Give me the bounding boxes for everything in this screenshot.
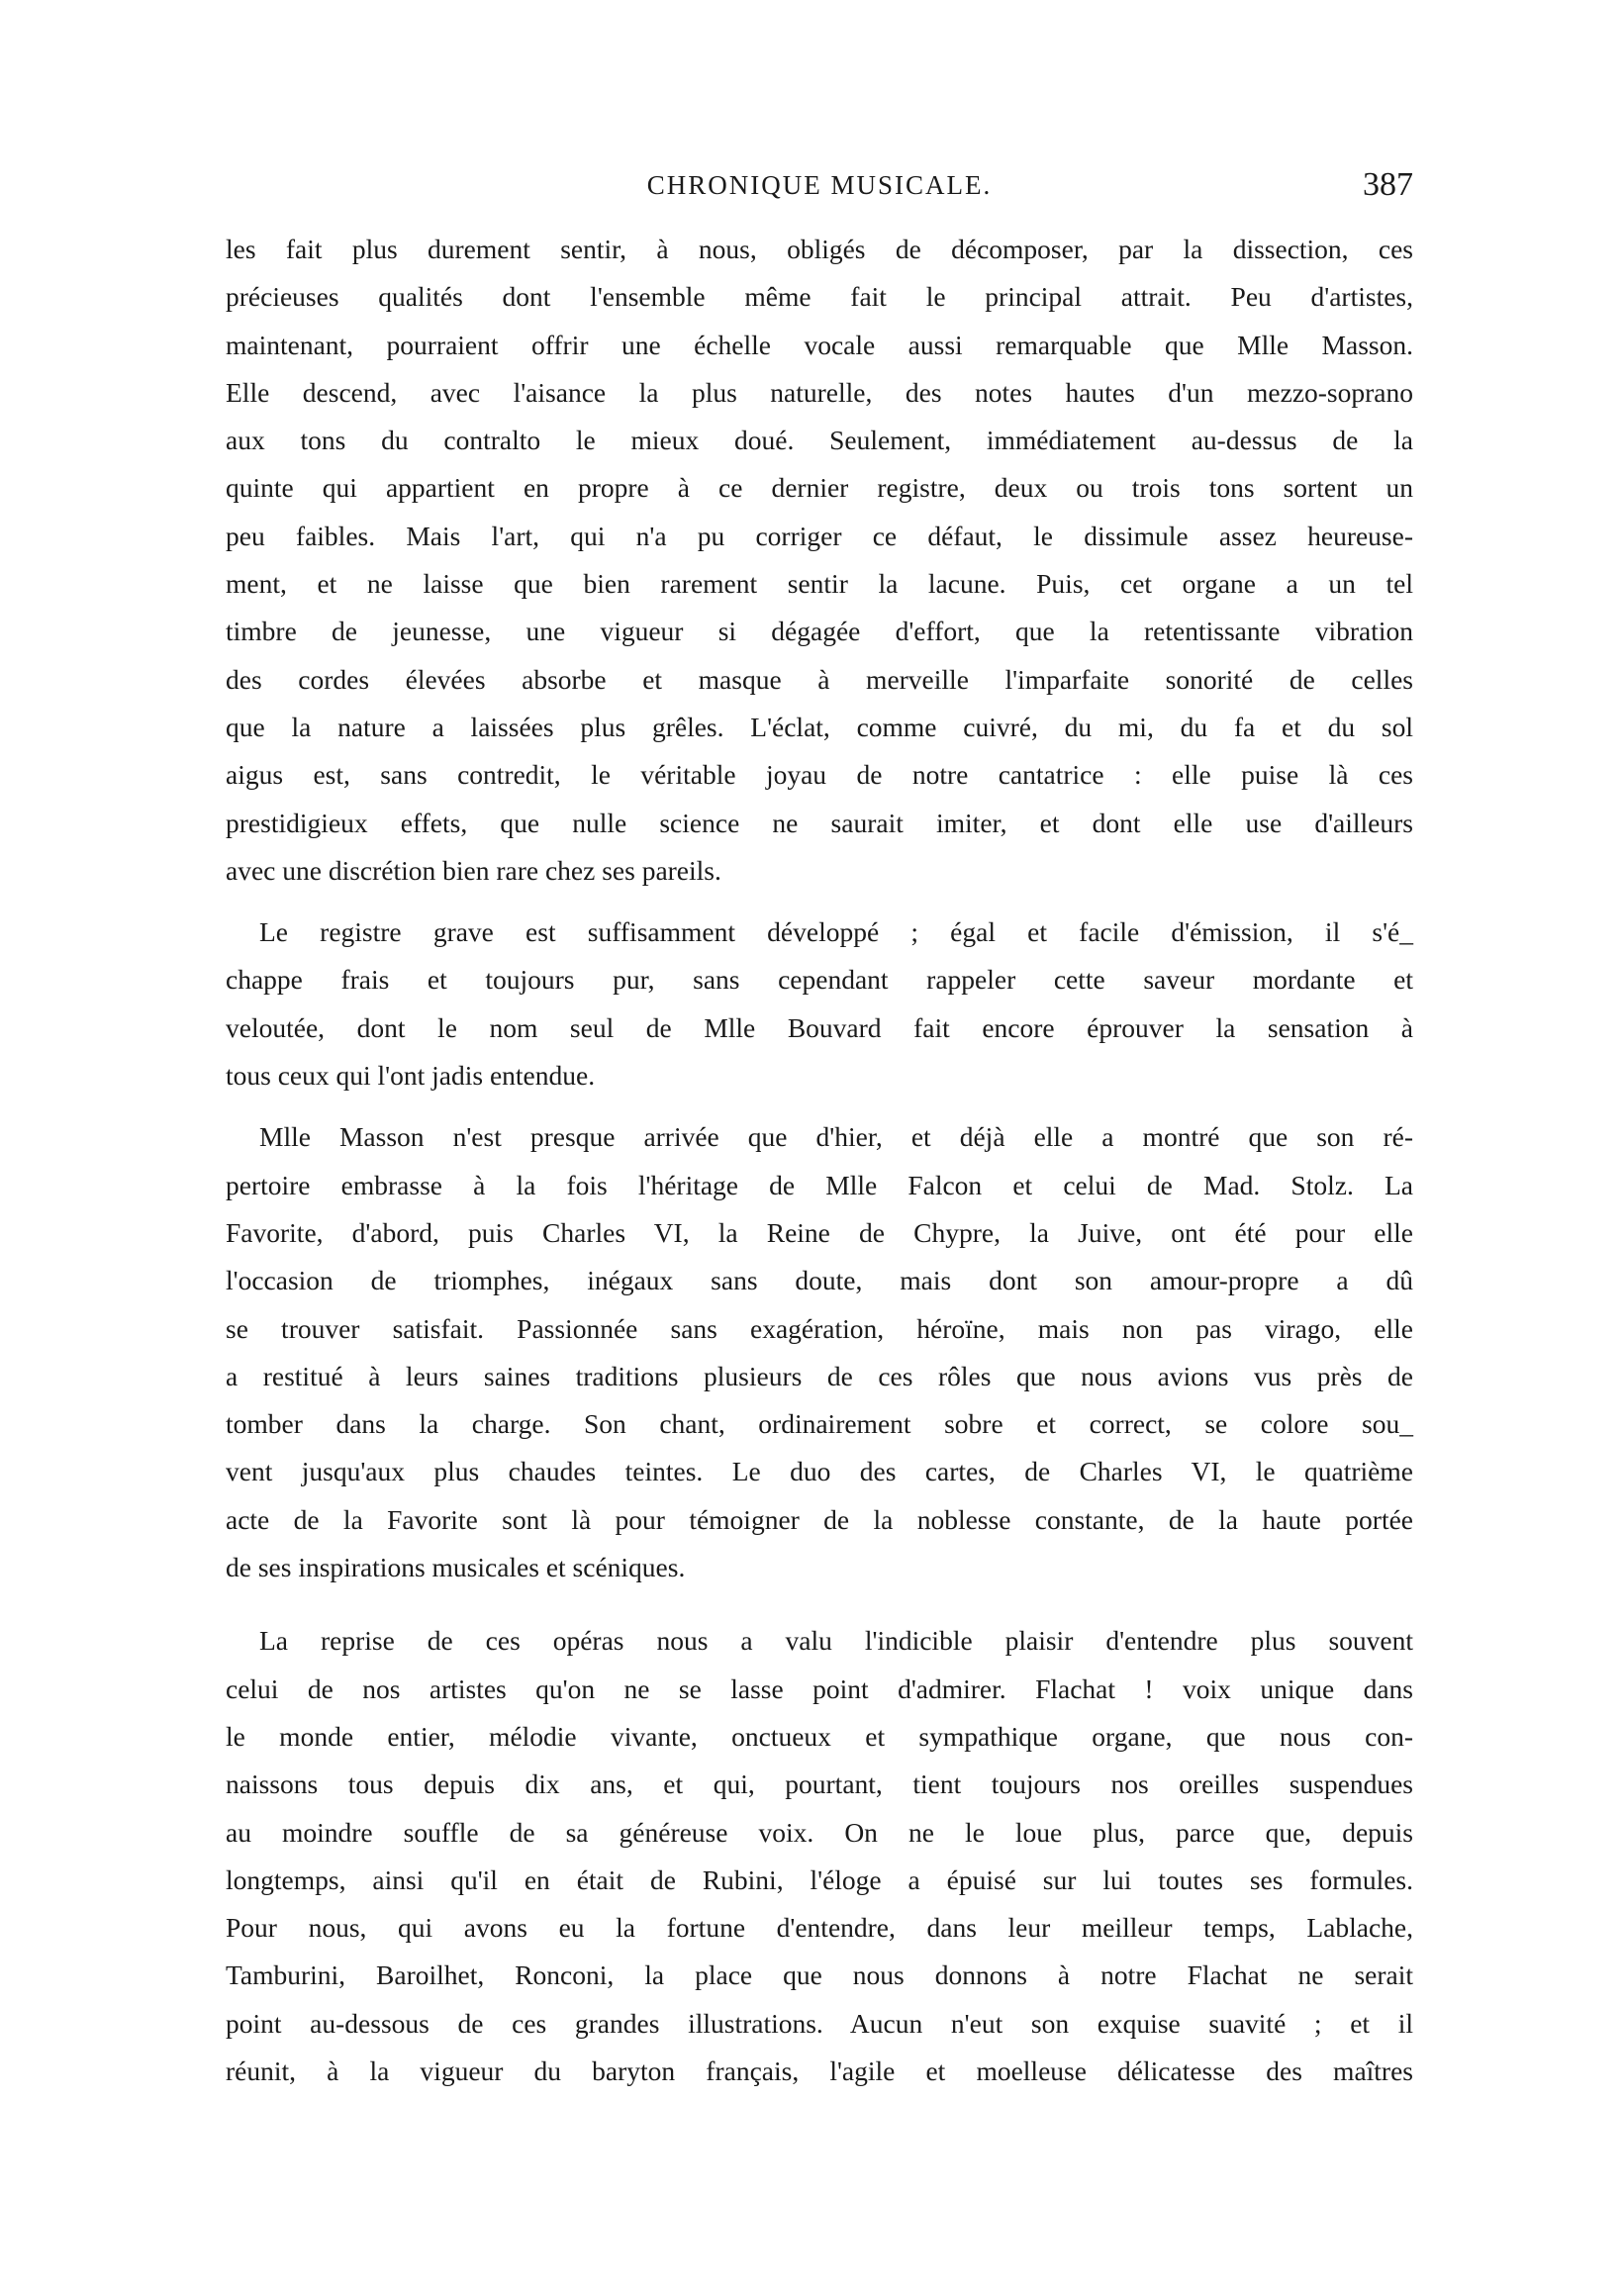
text-line: avec une discrétion bien rare chez ses pareils. bbox=[226, 854, 721, 886]
text-line: au moindre souffle de sa généreuse voix. On ne le loue plus, parce que, depuis bbox=[226, 1816, 1413, 1848]
text-line: Mlle Masson n'est presque arrivée que d'hier, et déjà elle a montré que son ré- bbox=[259, 1121, 1413, 1153]
text-line: La reprise de ces opéras nous a valu l'indicible plaisir d'entendre plus souvent bbox=[259, 1625, 1413, 1657]
running-head bbox=[226, 166, 1413, 210]
text-line: précieuses qualités dont l'ensemble même fait le principal attrait. Peu d'artistes, bbox=[226, 281, 1413, 313]
body-text bbox=[226, 226, 1413, 2095]
text-line: ment, et ne laisse que bien rarement sentir la lacune. Puis, cet organe a un tel bbox=[226, 568, 1413, 600]
paragraph-3 bbox=[226, 1113, 1413, 1591]
text-line: Tamburini, Baroilhet, Ronconi, la place que nous donnons à notre Flachat ne serait bbox=[226, 1959, 1413, 1991]
text-line: maintenant, pourraient offrir une échelle vocale aussi remarquable que Mlle Masson. bbox=[226, 329, 1413, 360]
text-line: l'occasion de triomphes, inégaux sans doute, mais dont son amour-propre a dû bbox=[226, 1265, 1413, 1296]
text-line: le monde entier, mélodie vivante, onctueux et sympathique organe, que nous con- bbox=[226, 1720, 1413, 1752]
text-line: se trouver satisfait. Passionnée sans exagération, héroïne, mais non pas virago, elle bbox=[226, 1312, 1413, 1344]
text-line: de ses inspirations musicales et scéniques. bbox=[226, 1552, 686, 1583]
text-line: que la nature a laissées plus grêles. L'éclat, comme cuivré, du mi, du fa et du sol bbox=[226, 711, 1413, 742]
text-line: Elle descend, avec l'aisance la plus naturelle, des notes hautes d'un mezzo-soprano bbox=[226, 376, 1413, 408]
running-title: CHRONIQUE MUSICALE. bbox=[646, 170, 993, 200]
text-line: tous ceux qui l'ont jadis entendue. bbox=[226, 1060, 596, 1092]
text-line: tomber dans la charge. Son chant, ordinairement sobre et correct, se colore sou_ bbox=[226, 1408, 1413, 1440]
text-line: les fait plus durement sentir, à nous, obligés de décomposer, par la dissection, ces bbox=[226, 234, 1413, 264]
text-line: aigus est, sans contredit, le véritable joyau de notre cantatrice : elle puise là ces bbox=[226, 759, 1413, 791]
text-line: prestidigieux effets, que nulle science ne saurait imiter, et dont elle use d'ailleurs bbox=[226, 807, 1413, 838]
text-line: a restitué à leurs saines traditions plusieurs de ces rôles que nous avions vus près de bbox=[226, 1360, 1413, 1391]
text-line: réunit, à la vigueur du baryton français, l'agile et moelleuse délicatesse des maîtres bbox=[226, 2054, 1413, 2086]
text-line: pertoire embrasse à la fois l'héritage de Mlle Falcon et celui de Mad. Stolz. La bbox=[226, 1169, 1413, 1200]
text-line: vent jusqu'aux plus chaudes teintes. Le duo des cartes, de Charles VI, le quatrième bbox=[226, 1456, 1413, 1487]
text-line: Pour nous, qui avons eu la fortune d'entendre, dans leur meilleur temps, Lablache, bbox=[226, 1912, 1413, 1944]
text-line: chappe frais et toujours pur, sans cependant rappeler cette saveur mordante et bbox=[226, 964, 1413, 996]
page-number: 387 bbox=[1363, 166, 1413, 203]
paragraph-1 bbox=[226, 226, 1413, 895]
paragraph-4 bbox=[226, 1617, 1413, 2095]
text-line: peu faibles. Mais l'art, qui n'a pu corriger ce défaut, le dissimule assez heureuse- bbox=[226, 520, 1413, 551]
text-line: quinte qui appartient en propre à ce dernier registre, deux ou trois tons sortent un bbox=[226, 472, 1413, 504]
text-line: aux tons du contralto le mieux doué. Seulement, immédiatement au-dessus de la bbox=[226, 425, 1413, 456]
text-line: Le registre grave est suffisamment développé ; égal et facile d'émission, il s'é_ bbox=[259, 916, 1413, 948]
text-line: longtemps, ainsi qu'il en était de Rubini, l'éloge a épuisé sur lui toutes ses formules. bbox=[226, 1863, 1413, 1895]
text-line: des cordes élevées absorbe et masque à merveille l'imparfaite sonorité de celles bbox=[226, 663, 1413, 695]
text-line: Favorite, d'abord, puis Charles VI, la Reine de Chypre, la Juive, ont été pour elle bbox=[226, 1216, 1413, 1248]
text-line: point au-dessous de ces grandes illustrations. Aucun n'eut son exquise suavité ; et il bbox=[226, 2007, 1413, 2039]
text-line: acte de la Favorite sont là pour témoigner de la noblesse constante, de la haute portée bbox=[226, 1503, 1413, 1535]
text-line: celui de nos artistes qu'on ne se lasse point d'admirer. Flachat ! voix unique dans bbox=[226, 1672, 1413, 1704]
text-line: naissons tous depuis dix ans, et qui, pourtant, tient toujours nos oreilles suspendues bbox=[226, 1768, 1413, 1800]
paragraph-2 bbox=[226, 908, 1413, 1099]
text-line: veloutée, dont le nom seul de Mlle Bouvard fait encore éprouver la sensation à bbox=[226, 1011, 1413, 1043]
text-line: timbre de jeunesse, une vigueur si dégagée d'effort, que la retentissante vibration bbox=[226, 616, 1413, 647]
